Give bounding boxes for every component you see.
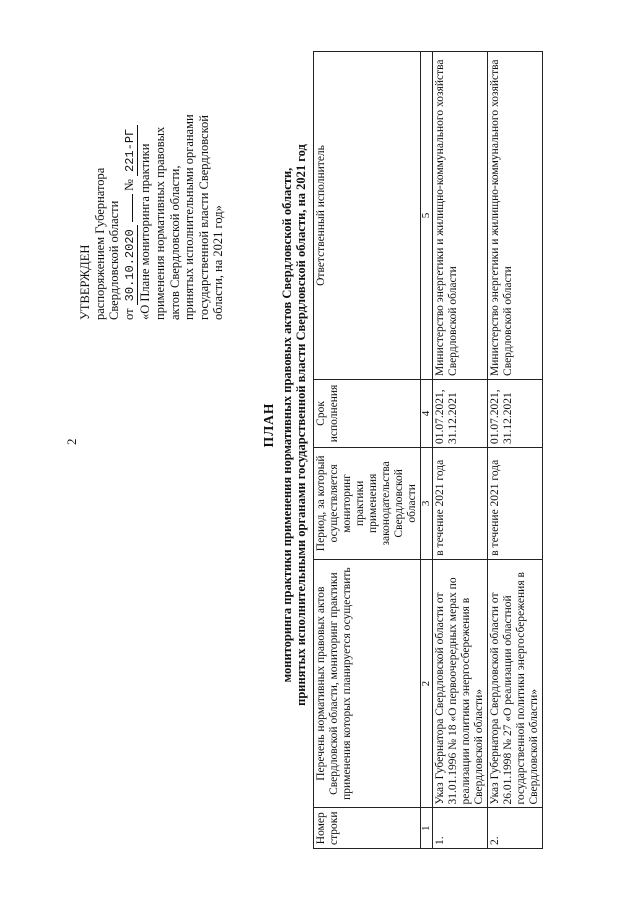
approval-stamp bbox=[78, 60, 226, 320]
row-period: в течение 2021 года bbox=[433, 447, 488, 559]
header-executor: Ответственный исполнитель bbox=[314, 52, 421, 380]
column-number: 2 bbox=[421, 559, 433, 808]
row-number: 1. bbox=[433, 808, 488, 849]
plan-heading: ПЛАН bbox=[261, 402, 276, 448]
header-acts-list: Перечень нормативных правовых актов Свердловской области, мониторинг практики применения которых планируется осуществить bbox=[314, 559, 421, 808]
document-title bbox=[262, 35, 309, 815]
row-executor: Министерство энергетики и жилищно-коммунального хозяйства Свердловской области bbox=[488, 52, 543, 380]
column-number: 1 bbox=[421, 808, 433, 849]
row-act: Указ Губернатора Свердловской области от 26.01.1998 № 27 «О реализации областной государственной политики энергосбережения в Свердловской области» bbox=[488, 559, 543, 808]
approval-from-label: от bbox=[121, 308, 136, 320]
page-number: 2 bbox=[64, 438, 79, 445]
approval-number: 221-РГ bbox=[123, 125, 139, 176]
row-number: 2. bbox=[488, 808, 543, 849]
approval-desc-6: области, на 2021 год» bbox=[211, 205, 226, 320]
approval-desc-2: применения нормативных правовых bbox=[152, 126, 167, 320]
approval-line-1: распоряжением Губернатора bbox=[92, 167, 107, 320]
table-header-row bbox=[314, 52, 421, 849]
column-number: 5 bbox=[421, 52, 433, 380]
approval-desc-4: принятых исполнительными органами bbox=[182, 114, 197, 320]
approval-date: 30.10.2020 bbox=[123, 225, 139, 305]
column-number: 3 bbox=[421, 447, 433, 559]
header-row-number: Номер строки bbox=[314, 808, 421, 849]
title-line-2: принятых исполнительными органами государственной власти Свердловской области, на 2021 год bbox=[294, 144, 308, 706]
header-period: Период, за который осуществляется мониторинг практики применения законодательства Свердловской области bbox=[314, 447, 421, 559]
row-period: в течение 2021 года bbox=[488, 447, 543, 559]
approval-desc-3: актов Свердловской области, bbox=[167, 165, 182, 320]
row-deadline: 01.07.2021, 31.12.2021 bbox=[488, 379, 543, 447]
row-executor: Министерство энергетики и жилищно-коммунального хозяйства Свердловской области bbox=[433, 52, 488, 380]
approval-heading: УТВЕРЖДЕН bbox=[78, 244, 92, 320]
column-number: 4 bbox=[421, 379, 433, 447]
row-deadline: 01.07.2021, 31.12.2021 bbox=[433, 379, 488, 447]
approval-line-2: Свердловской области bbox=[107, 200, 122, 320]
row-act: Указ Губернатора Свердловской области от 31.01.1996 № 18 «О первоочередных мерах по реализации политики энергосбережения в Свердловской области» bbox=[433, 559, 488, 808]
table-row bbox=[488, 52, 543, 849]
title-line-1: мониторинга практики применения нормативных правовых актов Свердловской области, bbox=[279, 167, 294, 683]
approval-number-label: № bbox=[121, 179, 136, 192]
approval-desc-5: государственной власти Свердловской bbox=[196, 115, 211, 320]
table-row bbox=[433, 52, 488, 849]
approval-desc-1: «О Плане мониторинга практики bbox=[138, 143, 153, 320]
plan-table bbox=[313, 51, 543, 849]
approval-date-line bbox=[122, 60, 139, 320]
header-deadline: Срок исполнения bbox=[314, 379, 421, 447]
column-number-row bbox=[421, 52, 433, 849]
